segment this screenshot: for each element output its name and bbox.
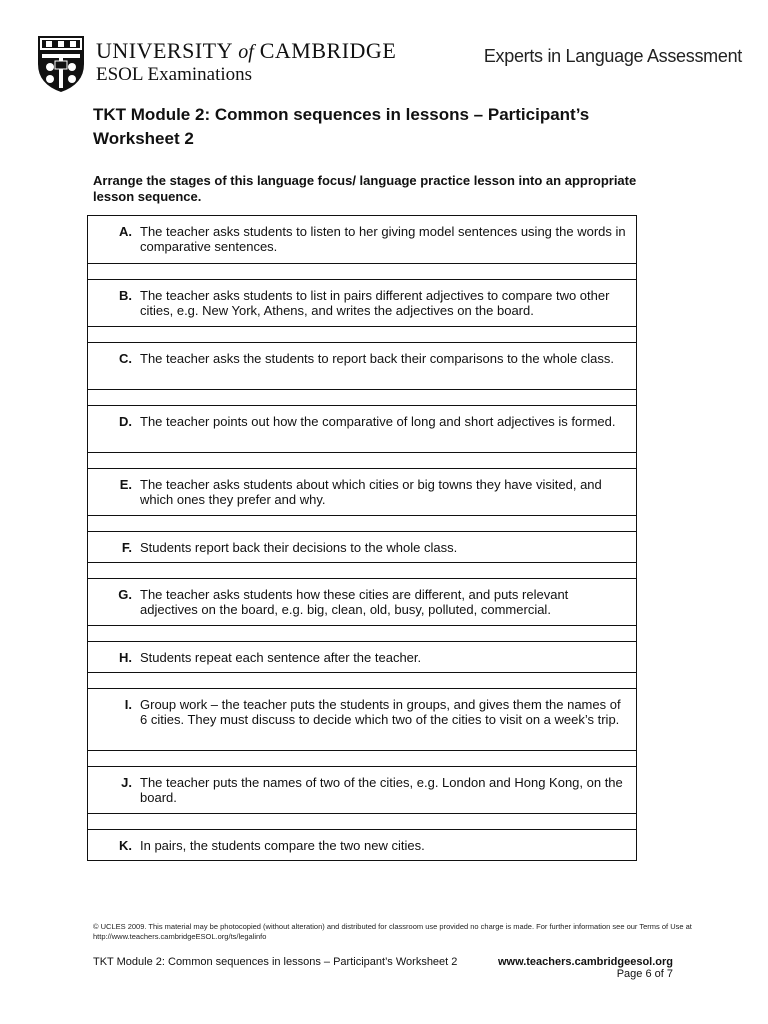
- cambridge-crest-icon: [36, 34, 86, 94]
- tagline: Experts in Language Assessment: [483, 46, 742, 66]
- stage-text: The teacher asks students how these cities are different, and puts relevant adjectives on the board, e.g. big, clean, old, busy, polluted, commercial.: [140, 587, 569, 617]
- stage-row-h: [88, 642, 636, 673]
- stage-text: In pairs, the students compare the two new cities.: [140, 838, 425, 853]
- stage-row-i: [88, 689, 636, 751]
- stage-row-c: [88, 343, 636, 390]
- stage-letter: G.: [118, 587, 132, 602]
- answer-gap: [88, 626, 636, 642]
- stage-text: The teacher asks students to list in pairs different adjectives to compare two other cities, e.g. New York, Athens, and writes the adjectives on the board.: [140, 288, 610, 318]
- organisation-subtitle: ESOL Examinations: [96, 64, 253, 85]
- stage-letter: J.: [121, 775, 132, 790]
- stage-letter: D.: [119, 414, 132, 429]
- stage-letter: E.: [119, 477, 132, 492]
- stage-text: The teacher asks students about which cities or big towns they have visited, and which ones they prefer and why.: [140, 477, 602, 507]
- footer-website-link[interactable]: www.teachers.cambridgeesol.org: [497, 956, 673, 968]
- stage-letter: K.: [119, 838, 132, 853]
- stage-row-a: [88, 216, 636, 264]
- stage-letter: F.: [121, 540, 132, 555]
- stage-text: Students report back their decisions to the whole class.: [140, 540, 458, 555]
- answer-gap: [88, 327, 636, 343]
- stage-letter: B.: [119, 288, 132, 303]
- page-number: Page 6 of 7: [616, 968, 673, 980]
- stage-row-j: [88, 767, 636, 814]
- footer-doc-title: TKT Module 2: Common sequences in lessons – Participant’s Worksheet 2: [93, 956, 458, 968]
- stage-row-b: [88, 280, 636, 327]
- answer-gap: [88, 264, 636, 280]
- answer-gap: [88, 516, 636, 532]
- stage-row-g: [88, 579, 636, 626]
- instructions: Arrange the stages of this language focus/ language practice lesson into an appropriate lesson sequence.: [93, 173, 637, 204]
- page-header: [36, 34, 748, 94]
- stage-letter: H.: [119, 650, 132, 665]
- stage-text: Group work – the teacher puts the students in groups, and gives them the names of 6 cities. They must discuss to decide which two of the cities to visit on a week’s trip.: [140, 697, 621, 727]
- answer-gap: [88, 673, 636, 689]
- document-title: TKT Module 2: Common sequences in lessons – Participant’s Worksheet 2: [93, 105, 590, 148]
- stages-table: [87, 215, 637, 861]
- footer-reference: [93, 956, 673, 969]
- answer-gap: [88, 390, 636, 406]
- stage-row-f: [88, 532, 636, 563]
- stage-text: The teacher asks the students to report back their comparisons to the whole class.: [140, 351, 615, 366]
- stage-text: The teacher points out how the comparative of long and short adjectives is formed.: [140, 414, 616, 429]
- university-name: UNIVERSITY of CAMBRIDGE: [96, 38, 397, 63]
- stage-row-e: [88, 469, 636, 516]
- copyright-notice: © UCLES 2009. This material may be photocopied (without alteration) and distributed for classroom use provided no charge is made. For further information see our Terms of Use at http://www.teachers.cambridgeESOL.org/ts/legalinfo: [93, 922, 692, 941]
- answer-gap: [88, 751, 636, 767]
- stage-row-d: [88, 406, 636, 453]
- answer-gap: [88, 563, 636, 579]
- stage-row-k: [88, 830, 636, 861]
- stage-text: Students repeat each sentence after the teacher.: [140, 650, 422, 665]
- stage-text: The teacher puts the names of two of the cities, e.g. London and Hong Kong, on the board.: [140, 775, 623, 805]
- stage-letter: C.: [119, 351, 132, 366]
- stage-letter: I.: [124, 697, 132, 712]
- answer-gap: [88, 814, 636, 830]
- stage-letter: A.: [119, 224, 132, 239]
- stage-text: The teacher asks students to listen to her giving model sentences using the words in comparative sentences.: [140, 224, 626, 254]
- answer-gap: [88, 453, 636, 469]
